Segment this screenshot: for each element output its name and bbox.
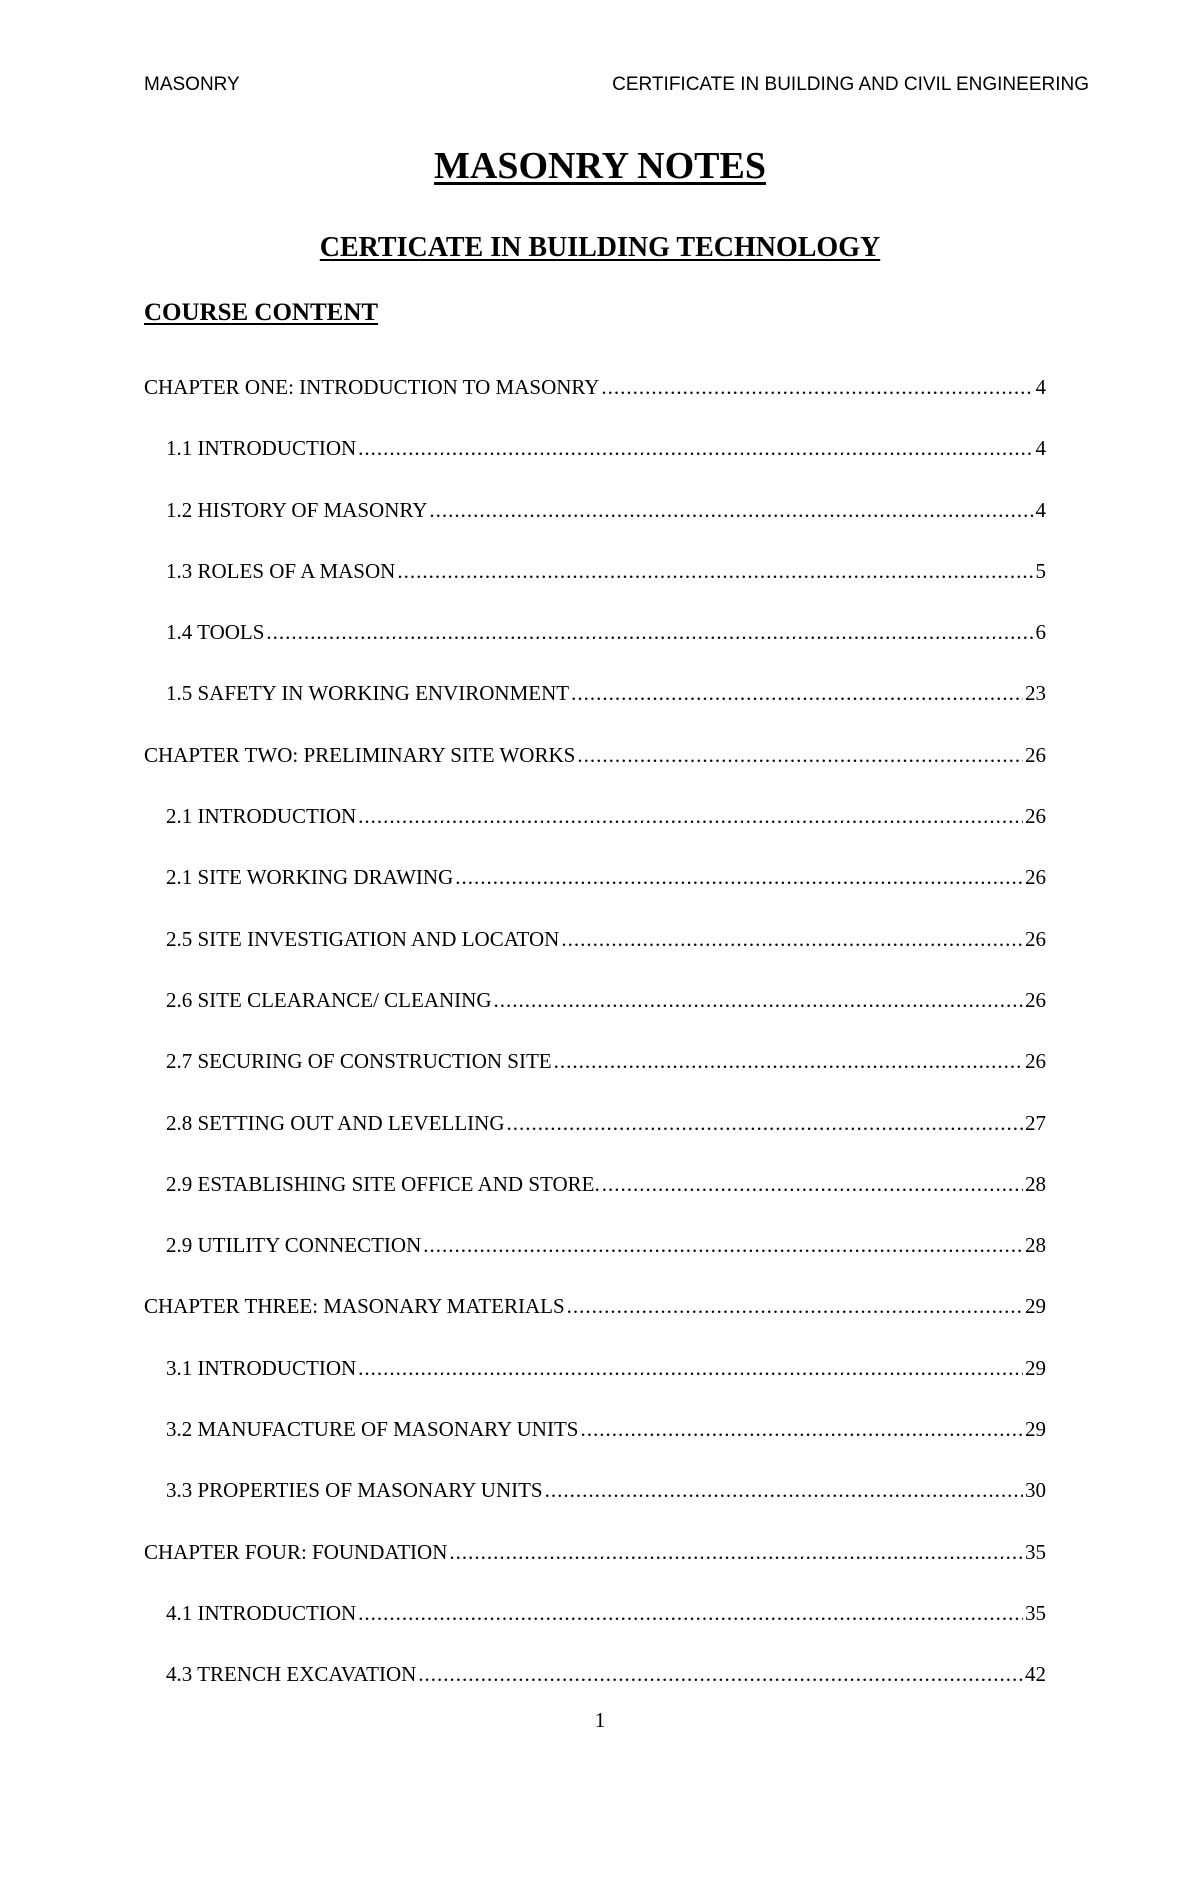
toc-entry-page-number: 23 bbox=[1025, 681, 1046, 706]
toc-entry-page-number: 27 bbox=[1025, 1110, 1046, 1135]
toc-dot-leader bbox=[429, 498, 1033, 523]
toc-dot-leader bbox=[561, 927, 1023, 952]
toc-entry-page-number: 6 bbox=[1035, 620, 1046, 645]
toc-entry-page-number: 4 bbox=[1035, 436, 1046, 461]
toc-entry-label: 2.1 INTRODUCTION bbox=[166, 804, 357, 829]
toc-entry-page-number: 42 bbox=[1025, 1662, 1046, 1687]
toc-entry-label: 3.2 MANUFACTURE OF MASONARY UNITS bbox=[166, 1417, 579, 1442]
toc-entry-page-number: 28 bbox=[1025, 1233, 1046, 1258]
toc-entry-label: CHAPTER TWO: PRELIMINARY SITE WORKS bbox=[144, 742, 576, 767]
document-subtitle: CERTICATE IN BUILDING TECHNOLOGY bbox=[319, 232, 881, 263]
toc-section-entry[interactable] bbox=[144, 681, 1046, 742]
toc-entry-page-number: 26 bbox=[1025, 926, 1046, 951]
toc-entry-label: 4.1 INTRODUCTION bbox=[166, 1600, 357, 1625]
toc-entry-page-number: 30 bbox=[1025, 1478, 1046, 1503]
toc-dot-leader bbox=[266, 620, 1033, 645]
toc-section-entry[interactable] bbox=[144, 865, 1046, 926]
toc-section-entry[interactable] bbox=[144, 1417, 1046, 1478]
toc-entry-label: 2.9 UTILITY CONNECTION bbox=[166, 1233, 422, 1258]
page-number: 1 bbox=[594, 1708, 606, 1732]
toc-entry-page-number: 26 bbox=[1025, 1049, 1046, 1074]
toc-entry-label: 1.4 TOOLS bbox=[166, 620, 265, 645]
toc-entry-label: 1.5 SAFETY IN WORKING ENVIRONMENT bbox=[166, 681, 570, 706]
toc-section-entry[interactable] bbox=[144, 988, 1046, 1049]
toc-chapter-entry[interactable] bbox=[144, 375, 1046, 436]
toc-section-entry[interactable] bbox=[144, 436, 1046, 497]
toc-chapter-entry[interactable] bbox=[144, 1294, 1046, 1355]
toc-dot-leader bbox=[358, 1601, 1023, 1626]
toc-section-entry[interactable] bbox=[144, 1233, 1046, 1294]
toc-entry-page-number: 29 bbox=[1025, 1355, 1046, 1380]
toc-chapter-entry[interactable] bbox=[144, 1540, 1046, 1601]
toc-section-entry[interactable] bbox=[144, 1049, 1046, 1110]
toc-section-entry[interactable] bbox=[144, 1601, 1046, 1662]
header-right-text: CERTIFICATE IN BUILDING AND CIVIL ENGINEERING bbox=[612, 74, 1089, 95]
toc-entry-page-number: 29 bbox=[1025, 1294, 1046, 1319]
toc-section-entry[interactable] bbox=[144, 498, 1046, 559]
toc-dot-leader bbox=[601, 375, 1033, 400]
toc-entry-label: 2.5 SITE INVESTIGATION AND LOCATON bbox=[166, 926, 560, 951]
toc-entry-label: 3.1 INTRODUCTION bbox=[166, 1355, 357, 1380]
toc-dot-leader bbox=[397, 559, 1033, 584]
toc-dot-leader bbox=[358, 1356, 1023, 1381]
toc-dot-leader bbox=[358, 804, 1023, 829]
toc-dot-leader bbox=[554, 1049, 1023, 1074]
toc-section-entry[interactable] bbox=[144, 559, 1046, 620]
toc-dot-leader bbox=[567, 1294, 1023, 1319]
toc-dot-leader bbox=[545, 1478, 1023, 1503]
toc-entry-page-number: 28 bbox=[1025, 1171, 1046, 1196]
toc-dot-leader bbox=[423, 1233, 1023, 1258]
toc-entry-label: 1.1 INTRODUCTION bbox=[166, 436, 357, 461]
toc-entry-label: 1.2 HISTORY OF MASONRY bbox=[166, 497, 428, 522]
toc-dot-leader bbox=[358, 436, 1033, 461]
toc-section-entry[interactable] bbox=[144, 1172, 1046, 1233]
toc-section-entry[interactable] bbox=[144, 1356, 1046, 1417]
toc-dot-leader bbox=[418, 1662, 1023, 1687]
toc-dot-leader bbox=[493, 988, 1023, 1013]
toc-section-entry[interactable] bbox=[144, 1111, 1046, 1172]
toc-dot-leader bbox=[455, 865, 1023, 890]
table-of-contents bbox=[144, 375, 1046, 1724]
document-title: MASONRY NOTES bbox=[434, 145, 766, 187]
toc-entry-page-number: 26 bbox=[1025, 865, 1046, 890]
toc-entry-page-number: 26 bbox=[1025, 742, 1046, 767]
toc-dot-leader bbox=[449, 1540, 1023, 1565]
toc-entry-page-number: 4 bbox=[1035, 497, 1046, 522]
toc-entry-label: 1.3 ROLES OF A MASON bbox=[166, 558, 396, 583]
toc-entry-page-number: 35 bbox=[1025, 1600, 1046, 1625]
toc-entry-page-number: 26 bbox=[1025, 804, 1046, 829]
toc-entry-label: 2.8 SETTING OUT AND LEVELLING bbox=[166, 1110, 505, 1135]
page-header bbox=[144, 74, 1089, 102]
toc-section-entry[interactable] bbox=[144, 1478, 1046, 1539]
toc-section-entry[interactable] bbox=[144, 927, 1046, 988]
course-content-heading: COURSE CONTENT bbox=[144, 299, 379, 326]
toc-entry-label: CHAPTER THREE: MASONARY MATERIALS bbox=[144, 1294, 565, 1319]
toc-entry-label: 3.3 PROPERTIES OF MASONARY UNITS bbox=[166, 1478, 543, 1503]
toc-entry-page-number: 26 bbox=[1025, 987, 1046, 1012]
toc-entry-label: 2.9 ESTABLISHING SITE OFFICE AND STORE. bbox=[166, 1171, 600, 1196]
toc-entry-page-number: 5 bbox=[1035, 558, 1046, 583]
toc-entry-label: 2.7 SECURING OF CONSTRUCTION SITE bbox=[166, 1049, 552, 1074]
toc-entry-label: 4.3 TRENCH EXCAVATION bbox=[166, 1662, 417, 1687]
header-left-text: MASONRY bbox=[144, 74, 240, 95]
toc-chapter-entry[interactable] bbox=[144, 743, 1046, 804]
toc-dot-leader bbox=[602, 1172, 1023, 1197]
toc-dot-leader bbox=[571, 681, 1023, 706]
toc-dot-leader bbox=[506, 1111, 1023, 1136]
toc-dot-leader bbox=[580, 1417, 1023, 1442]
toc-entry-page-number: 35 bbox=[1025, 1539, 1046, 1564]
toc-section-entry[interactable] bbox=[144, 804, 1046, 865]
toc-entry-label: 2.6 SITE CLEARANCE/ CLEANING bbox=[166, 987, 492, 1012]
toc-dot-leader bbox=[577, 743, 1023, 768]
toc-entry-label: CHAPTER FOUR: FOUNDATION bbox=[144, 1539, 448, 1564]
toc-section-entry[interactable] bbox=[144, 620, 1046, 681]
toc-entry-page-number: 29 bbox=[1025, 1417, 1046, 1442]
toc-entry-label: 2.1 SITE WORKING DRAWING bbox=[166, 865, 454, 890]
toc-entry-label: CHAPTER ONE: INTRODUCTION TO MASONRY bbox=[144, 375, 600, 399]
toc-entry-page-number: 4 bbox=[1035, 375, 1046, 399]
